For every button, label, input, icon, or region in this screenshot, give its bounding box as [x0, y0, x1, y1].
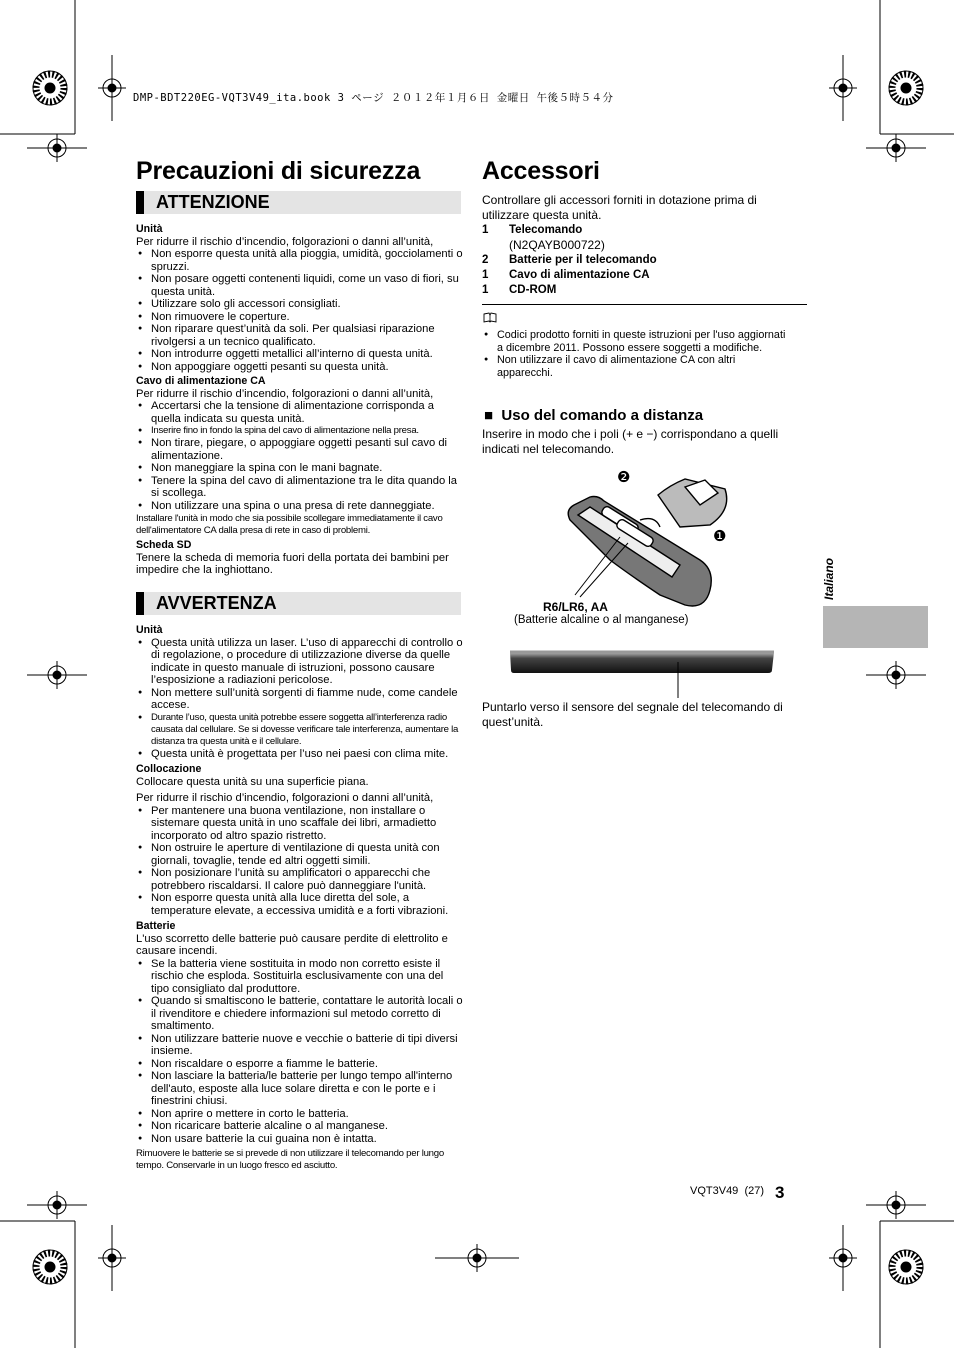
unita-list — [136, 248, 463, 373]
list-item: ● Non appoggiare oggetti pesanti su questa unità. — [136, 361, 463, 374]
remote-heading-text: Uso del comando a distanza — [501, 407, 704, 424]
list-item: ● Codici prodotto forniti in queste istruzioni per l'uso aggiornati a dicembre 2011. Possono essere soggetti a modifiche. — [482, 329, 794, 354]
player-illustration — [508, 646, 776, 701]
step-1-marker: ❶ — [713, 528, 727, 545]
list-item: ● Non utilizzare batterie nuove e vecchie o batterie di tipi diversi insieme. — [136, 1033, 463, 1058]
remote-text: Inserire in modo che i poli (+ e −) corrispondano a quelli indicati nel telecomando. — [482, 427, 779, 456]
language-tab — [823, 606, 928, 648]
list-item: ● Non introdurre oggetti metallici all’interno di questa unità. — [136, 348, 463, 361]
attenzione-heading: ATTENZIONE — [156, 192, 270, 212]
cavo-subtitle: Cavo di alimentazione CA — [136, 375, 266, 387]
doc-code: VQT3V49 — [690, 1185, 739, 1197]
battery-desc: (Batterie alcaline o al manganese) — [514, 614, 689, 626]
list-item: ● Non usare batterie la cui guaina non è intatta. — [136, 1133, 463, 1146]
step-2-marker: ❷ — [617, 469, 631, 486]
footer-code — [690, 1185, 764, 1197]
avvertenza-banner — [136, 592, 461, 615]
list-item: ● Non maneggiare la spina con le mani bagnate. — [136, 462, 463, 475]
page-ref: (27) — [744, 1185, 764, 1197]
cavo-intro: Per ridurre il rischio d’incendio, folgorazioni o danni all’unità, — [136, 387, 434, 400]
book-file-header: DMP-BDT220EG-VQT3V49_ita.book 3 ページ ２０１２年１月６日 金曜日 午後５時５４分 — [133, 92, 614, 104]
list-item: ● Durante l’uso, questa unità potrebbe essere soggetta all’interferenza radio causata dal cellulare. Se si dovesse verificare tale interferenza, aumentare la distanza tra questa unità e il cellulare. — [136, 712, 463, 748]
list-item: ● Questa unità utilizza un laser. L’uso di apparecchi di controllo o di regolazione, o procedure di utilizzazione diverse da quelle indicate in questo manuale di istruzioni, possono causare l’esposizione a radiazioni pericolose. — [136, 637, 463, 687]
remote-heading — [484, 407, 703, 424]
attenzione-banner — [136, 191, 461, 214]
accessory-item — [482, 223, 807, 238]
attenzione-section — [136, 221, 463, 577]
list-item: ● Non esporre questa unità alla luce diretta del sole, a temperature elevate, a eccessiva umidità e a forti vibrazioni. — [136, 892, 463, 917]
accessories-section — [482, 193, 807, 298]
sd-text: Tenere la scheda di memoria fuori della portata dei bambini per impedire che la inghiottano. — [136, 551, 449, 576]
list-item: ● Tenere la spina del cavo di alimentazione tra le dita quando la si scollega. — [136, 475, 463, 500]
accessory-qty: 1 — [482, 284, 489, 296]
unita-subtitle: Unità — [136, 624, 163, 636]
accessory-name: Batterie per il telecomando — [509, 254, 657, 266]
accessory-item — [482, 253, 807, 268]
accessories-intro: Controllare gli accessori forniti in dotazione prima di utilizzare questa unità. — [482, 193, 757, 222]
accessory-name: Telecomando — [509, 224, 583, 236]
list-item: ● Quando si smaltiscono le batterie, contattare le autorità locali o il rivenditore e chiedere informazioni sul metodo corretto di smaltimento. — [136, 995, 463, 1033]
battery-type: R6/LR6, AA — [543, 600, 608, 614]
list-item: ● Questa unità è progettata per l’uso nei paesi con clima mite. — [136, 748, 463, 761]
list-item: ● Non mettere sull’unità sorgenti di fiamme nude, come candele accese. — [136, 687, 463, 712]
sd-subtitle: Scheda SD — [136, 539, 192, 551]
list-item: ● Inserire fino in fondo la spina del cavo di alimentazione nella presa. — [136, 425, 463, 437]
batterie-list — [136, 958, 463, 1146]
square-bullet-icon: ■ — [484, 407, 494, 424]
list-item: ● Non posare oggetti contenenti liquidi, come un vaso di fiori, su questa unità. — [136, 273, 463, 298]
avvertenza-heading: AVVERTENZA — [156, 593, 277, 613]
list-item: ● Non riparare quest’unità da soli. Per qualsiasi riparazione rivolgersi a un tecnico qualificato. — [136, 323, 463, 348]
language-label: Italiano — [822, 557, 836, 600]
accessories-list — [482, 223, 807, 298]
cavo-list — [136, 437, 463, 512]
page-title-safety: Precauzioni di sicurezza — [136, 157, 421, 185]
list-item: ● Per mantenere una buona ventilazione, non installare o sistemare questa unità in uno scaffale dei libri, armadietto incorporato od altro spazio ristretto. — [136, 805, 463, 843]
collocazione-text: Collocare questa unità su una superficie piana. — [136, 775, 369, 788]
list-item: ● Non utilizzare il cavo di alimentazione CA con altri apparecchi. — [482, 354, 794, 379]
page-number: 3 — [775, 1183, 785, 1202]
unita-intro: Per ridurre il rischio d’incendio, folgorazioni o danni all’unità, — [136, 235, 434, 248]
accessory-qty: 1 — [482, 224, 489, 236]
accessory-qty: 2 — [482, 254, 489, 266]
list-item: ● Non ostruire le aperture di ventilazione di questa unità con giornali, tovaglie, tende ed altri oggetti simili. — [136, 842, 463, 867]
list-item: ● Utilizzare solo gli accessori consigliati. — [136, 298, 463, 311]
batterie-subtitle: Batterie — [136, 920, 176, 932]
page-title-accessories: Accessori — [482, 157, 600, 185]
list-item: ● Non utilizzare una spina o una presa di rete danneggiate. — [136, 500, 463, 513]
sensor-text: Puntarlo verso il sensore del segnale del telecomando di quest’unità. — [482, 700, 783, 729]
unita-subtitle: Unità — [136, 223, 163, 235]
list-item: ● Non rimuovere le coperture. — [136, 311, 463, 324]
accessory-item — [482, 268, 807, 283]
avvertenza-section — [136, 622, 463, 1172]
list-item: ● Non posizionare l’unità su amplificatori o apparecchi che potrebbero riscaldarsi. Il calore può danneggiare l'unità. — [136, 867, 463, 892]
batterie-note: Rimuovere le batterie se si prevede di non utilizzare il telecomando per lungo tempo. Conservarle in un luogo fresco ed asciutto. — [136, 1148, 444, 1171]
list-item: ● Non esporre questa unità alla pioggia, umidità, gocciolamenti o spruzzi. — [136, 248, 463, 273]
divider — [482, 304, 807, 305]
list-item: ● Non riscaldare o esporre a fiamme le batterie. — [136, 1058, 463, 1071]
list-item: ● Non tirare, piegare, o appoggiare oggetti pesanti sul cavo di alimentazione. — [136, 437, 463, 462]
collocazione-subtitle: Collocazione — [136, 763, 202, 775]
accessory-name: CD-ROM — [509, 284, 557, 296]
accessory-code: (N2QAYB000722) — [509, 238, 605, 252]
collocazione-list — [136, 805, 463, 918]
list-item: ● Se la batteria viene sostituita in modo non corretto esiste il rischio che esploda. Sostituirla esclusivamente con una del tipo consigliato dal produttore. — [136, 958, 463, 996]
accessory-item — [482, 283, 807, 298]
list-item: ● Non aprire o mettere in corto le batteria. — [136, 1108, 463, 1121]
list-item: ● Accertarsi che la tensione di alimentazione corrisponda a quella indicata su questa unità. — [136, 400, 463, 425]
book-icon — [483, 312, 497, 326]
cavo-note: Installare l'unità in modo che sia possibile scollegare immediatamente il cavo dell'alimentatore CA dalla presa di rete in caso di problemi. — [136, 513, 443, 536]
batterie-intro: L'uso scorretto delle batterie può causare perdite di elettrolito e causare incendi. — [136, 932, 448, 957]
collocazione-intro: Per ridurre il rischio d’incendio, folgorazioni o danni all’unità, — [136, 792, 434, 804]
list-item: ● Non lasciare la batteria/le batterie per lungo tempo all'interno dell'auto, esposte alla luce solare diretta e con le porte e i finestrini chiusi. — [136, 1070, 463, 1108]
accessory-name: Cavo di alimentazione CA — [509, 269, 650, 281]
notes — [482, 329, 794, 379]
list-item: ● Non ricaricare batterie alcaline o al manganese. — [136, 1120, 463, 1133]
accessory-qty: 1 — [482, 269, 489, 281]
